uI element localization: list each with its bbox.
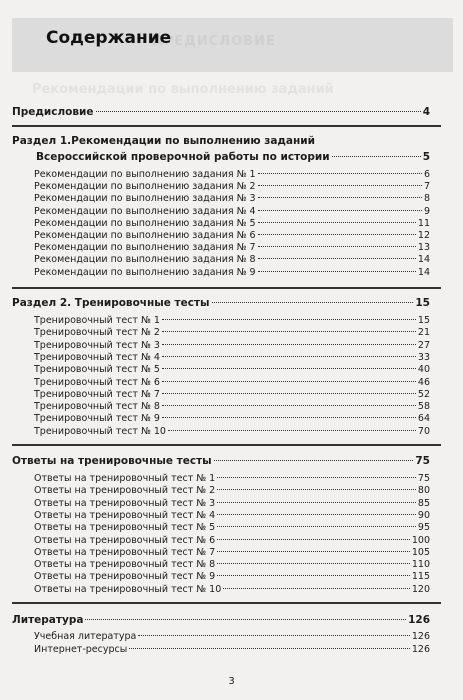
toc-entry-page: 33 — [417, 351, 430, 363]
toc-subentry — [34, 181, 430, 193]
toc-entry-page: 115 — [411, 571, 430, 583]
toc-entry-label: Тренировочный тест № 2 — [34, 327, 160, 339]
toc-entry-page: 80 — [417, 485, 430, 497]
toc-subentry — [34, 340, 430, 352]
toc-entry-page: 40 — [417, 364, 430, 376]
toc-entry-page: 52 — [417, 388, 430, 400]
toc-section-label: Раздел 1.Рекомендации по выполнению заданий — [12, 135, 315, 147]
toc-entry-label: Тренировочный тест № 1 — [34, 315, 160, 326]
leader-dots — [162, 319, 416, 320]
leader-dots — [258, 271, 416, 272]
toc-entry-page: 4 — [422, 106, 430, 118]
toc-entry-page: 110 — [411, 559, 430, 571]
toc-subentry — [34, 473, 430, 485]
toc-entry-label: Тренировочный тест № 10 — [34, 425, 166, 437]
title-ghost-text-2: Рекомендации по выполнению заданий — [32, 82, 334, 97]
toc-entry-page: 64 — [417, 413, 430, 425]
leader-dots — [258, 222, 416, 223]
toc-subentry — [34, 584, 430, 596]
leader-dots — [217, 477, 416, 478]
toc-subentry — [34, 413, 430, 425]
toc-entry-page: 126 — [411, 631, 430, 642]
toc-entry-page: 100 — [411, 534, 430, 546]
toc-subentry — [34, 426, 430, 438]
toc-entry-label: Ответы на тренировочный тест № 3 — [34, 497, 216, 509]
toc-entry-label: Предисловие — [12, 106, 94, 118]
toc-subentry — [34, 631, 430, 643]
toc-entry-label: Ответы на тренировочный тест № 8 — [34, 559, 216, 571]
toc-entry-label: Ответы на тренировочный тест № 2 — [34, 485, 216, 497]
toc-subentry — [34, 242, 430, 254]
title-ghost-text: ПРЕДИСЛОВИЕ — [152, 34, 276, 49]
toc-entry-label: Рекомендации по выполнению задания № 7 — [34, 242, 256, 254]
toc-entry-page: 9 — [423, 205, 430, 217]
toc-entry-label: Рекомендации по выполнению задания № 3 — [34, 193, 256, 205]
toc-entry-label: Ответы на тренировочный тест № 5 — [34, 522, 216, 534]
toc-entry-label: Тренировочный тест № 8 — [34, 401, 160, 413]
page-number: 3 — [228, 676, 235, 687]
toc-entry-label: Тренировочный тест № 9 — [34, 413, 160, 425]
leader-dots — [217, 502, 416, 503]
toc-subentry — [34, 206, 430, 218]
toc-entry-page: 75 — [417, 473, 430, 484]
toc-entry-label: Тренировочный тест № 3 — [34, 339, 160, 351]
leader-dots — [217, 489, 416, 490]
toc-entry-page: 126 — [411, 644, 430, 655]
toc-entry-page: 120 — [411, 583, 430, 595]
toc-entry-page: 90 — [417, 509, 430, 521]
leader-dots — [162, 331, 416, 332]
toc-entry-page: 46 — [417, 376, 430, 388]
leader-dots — [217, 575, 410, 576]
leader-dots — [217, 526, 416, 527]
toc-entry-label: Ответы на тренировочный тест № 9 — [34, 571, 216, 583]
leader-dots — [96, 111, 421, 112]
leader-dots — [85, 619, 406, 620]
toc-entry-page: 27 — [417, 339, 430, 351]
toc-subentry — [34, 254, 430, 266]
toc-subentry — [34, 364, 430, 376]
section-divider — [12, 444, 441, 446]
toc-entry-label: Ответы на тренировочный тест № 7 — [34, 546, 216, 558]
toc-section-label: Ответы на тренировочные тесты — [12, 455, 212, 467]
leader-dots — [217, 551, 410, 552]
toc-entry-label: Рекомендации по выполнению задания № 9 — [34, 266, 256, 278]
page-title: Содержание — [46, 28, 172, 48]
leader-dots — [258, 210, 422, 211]
toc-entry-page: 75 — [415, 455, 430, 467]
section-divider — [12, 602, 441, 604]
toc-entry-label: Ответы на тренировочный тест № 6 — [34, 534, 216, 546]
toc-subentry — [34, 267, 430, 279]
toc-entry-label: Тренировочный тест № 6 — [34, 376, 160, 388]
toc-entry-page: 126 — [408, 614, 430, 626]
toc-entry-label: Тренировочный тест № 5 — [34, 364, 160, 376]
leader-dots — [162, 344, 416, 345]
leader-dots — [258, 197, 422, 198]
toc-entry-page: 11 — [417, 217, 430, 229]
toc-subentry — [34, 327, 430, 339]
toc-subentry — [34, 559, 430, 571]
toc-entry-page: 8 — [423, 193, 430, 205]
toc-section1-line2 — [36, 151, 430, 163]
toc-subentry — [34, 315, 430, 327]
toc-subentry — [34, 547, 430, 559]
toc-entry-page: 14 — [417, 254, 430, 266]
leader-dots — [162, 381, 416, 382]
toc-subentry — [34, 571, 430, 583]
leader-dots — [162, 417, 416, 418]
toc-subentry — [34, 535, 430, 547]
section-divider — [12, 287, 441, 289]
toc-entry-page: 70 — [417, 425, 430, 437]
toc-subentry — [34, 498, 430, 510]
leader-dots — [162, 368, 416, 369]
toc-section2 — [12, 297, 430, 309]
leader-dots — [217, 539, 410, 540]
leader-dots — [258, 185, 422, 186]
leader-dots — [214, 460, 414, 461]
toc-entry-label: Тренировочный тест № 7 — [34, 388, 160, 400]
toc-literature — [12, 614, 430, 626]
toc-entry-label: Ответы на тренировочный тест № 1 — [34, 473, 216, 484]
toc-entry-page: 95 — [417, 522, 430, 534]
toc-entry-label: Рекомендации по выполнению задания № 1 — [34, 169, 256, 180]
leader-dots — [168, 430, 416, 431]
leader-dots — [162, 356, 416, 357]
leader-dots — [217, 563, 410, 564]
toc-subentry — [34, 218, 430, 230]
toc-entry-label: Рекомендации по выполнению задания № 2 — [34, 181, 256, 193]
leader-dots — [162, 393, 416, 394]
toc-subentry — [34, 389, 430, 401]
toc-subentry — [34, 522, 430, 534]
toc-subentry — [34, 193, 430, 205]
toc-subentry — [34, 510, 430, 522]
toc-entry-label: Рекомендации по выполнению задания № 5 — [34, 217, 256, 229]
toc-entry-label: Ответы на тренировочный тест № 10 — [34, 583, 222, 595]
toc-entry-page: 15 — [415, 297, 430, 309]
toc-subentry — [34, 169, 430, 181]
toc-section-label: Литература — [12, 614, 84, 626]
toc-entry-page: 21 — [417, 327, 430, 339]
toc-answers — [12, 455, 430, 467]
toc-subentry — [34, 352, 430, 364]
toc-entry-page: 15 — [417, 315, 430, 326]
leader-dots — [138, 635, 410, 636]
toc-entry-page: 5 — [422, 151, 430, 163]
toc-entry-label: Рекомендации по выполнению задания № 6 — [34, 230, 256, 241]
toc-subentry — [34, 230, 430, 242]
toc-entry-page: 7 — [423, 181, 430, 193]
toc-entry-page: 6 — [423, 169, 430, 180]
toc-entry-label: Интернет-ресурсы — [34, 644, 128, 655]
leader-dots — [332, 156, 421, 157]
toc-entry-label: Ответы на тренировочный тест № 4 — [34, 509, 216, 521]
toc-subentry — [34, 485, 430, 497]
leader-dots — [162, 405, 416, 406]
toc-entry-page: 58 — [417, 401, 430, 413]
toc-section-label: Раздел 2. Тренировочные тесты — [12, 297, 210, 309]
toc-entry-preface — [12, 106, 430, 118]
toc-entry-label: Рекомендации по выполнению задания № 8 — [34, 254, 256, 266]
toc-entry-label: Рекомендации по выполнению задания № 4 — [34, 205, 256, 217]
leader-dots — [258, 173, 422, 174]
toc-entry-page: 12 — [417, 230, 430, 241]
leader-dots — [223, 588, 410, 589]
toc-entry-page: 105 — [411, 546, 430, 558]
leader-dots — [212, 302, 414, 303]
section-divider — [12, 125, 441, 127]
toc-entry-page: 13 — [417, 242, 430, 254]
toc-entry-page: 85 — [417, 497, 430, 509]
leader-dots — [258, 258, 416, 259]
toc-section-label: Всероссийской проверочной работы по истории — [36, 151, 330, 163]
toc-section1-line1 — [12, 135, 315, 147]
leader-dots — [129, 648, 410, 649]
leader-dots — [258, 234, 416, 235]
leader-dots — [258, 246, 416, 247]
toc-subentry — [34, 377, 430, 389]
toc-subentry — [34, 644, 430, 656]
toc-entry-label: Учебная литература — [34, 631, 137, 642]
leader-dots — [217, 514, 416, 515]
toc-entry-page: 14 — [417, 266, 430, 278]
toc-subentry — [34, 401, 430, 413]
toc-entry-label: Тренировочный тест № 4 — [34, 351, 160, 363]
